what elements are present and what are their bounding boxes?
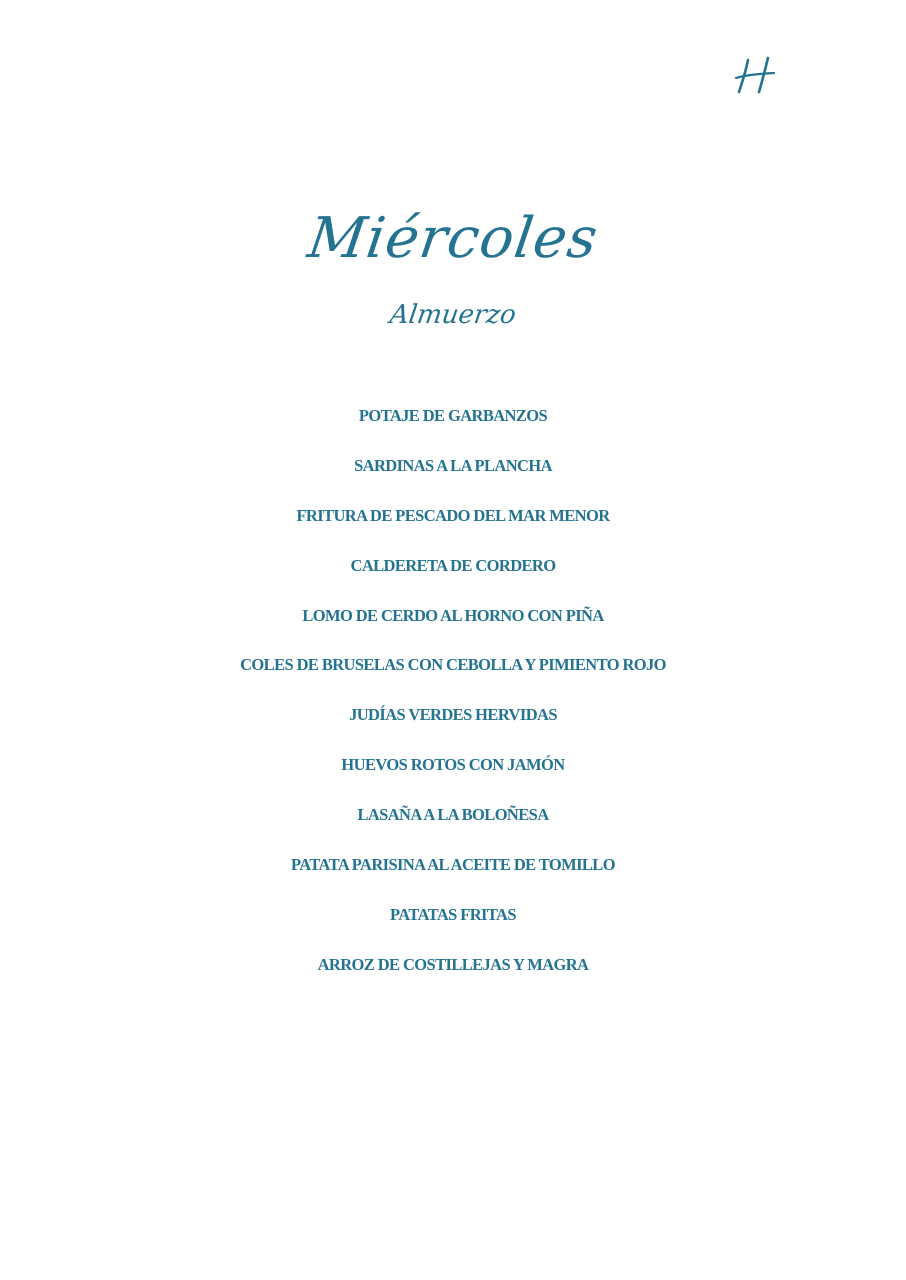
dish-item: COLES DE BRUSELAS CON CEBOLLA Y PIMIENTO ROJO [240, 655, 666, 675]
dish-item: ARROZ DE COSTILLEJAS Y MAGRA [317, 954, 589, 974]
dish-item: HUEVOS ROTOS CON JAMÓN [341, 755, 565, 775]
dish-item: PATATA PARISINA AL ACEITE DE TOMILLO [291, 855, 615, 875]
meal-subtitle: Almuerzo [388, 300, 518, 330]
dish-item: JUDÍAS VERDES HERVIDAS [349, 705, 557, 725]
dish-item: SARDINAS A LA PLANCHA [354, 455, 552, 475]
day-title: Miércoles [303, 206, 603, 271]
dish-item: PATATAS FRITAS [390, 904, 516, 924]
dish-item: LASAÑA A LA BOLOÑESA [357, 805, 549, 825]
dish-item: CALDERETA DE CORDERO [350, 555, 556, 575]
brand-logo [732, 52, 778, 98]
script-h-logo-icon [732, 52, 778, 98]
dish-list [0, 400, 906, 999]
dish-item: POTAJE DE GARBANZOS [358, 406, 548, 425]
dish-item: LOMO DE CERDO AL HORNO CON PIÑA [302, 605, 604, 625]
dish-item: FRITURA DE PESCADO DEL MAR MENOR [296, 505, 610, 525]
